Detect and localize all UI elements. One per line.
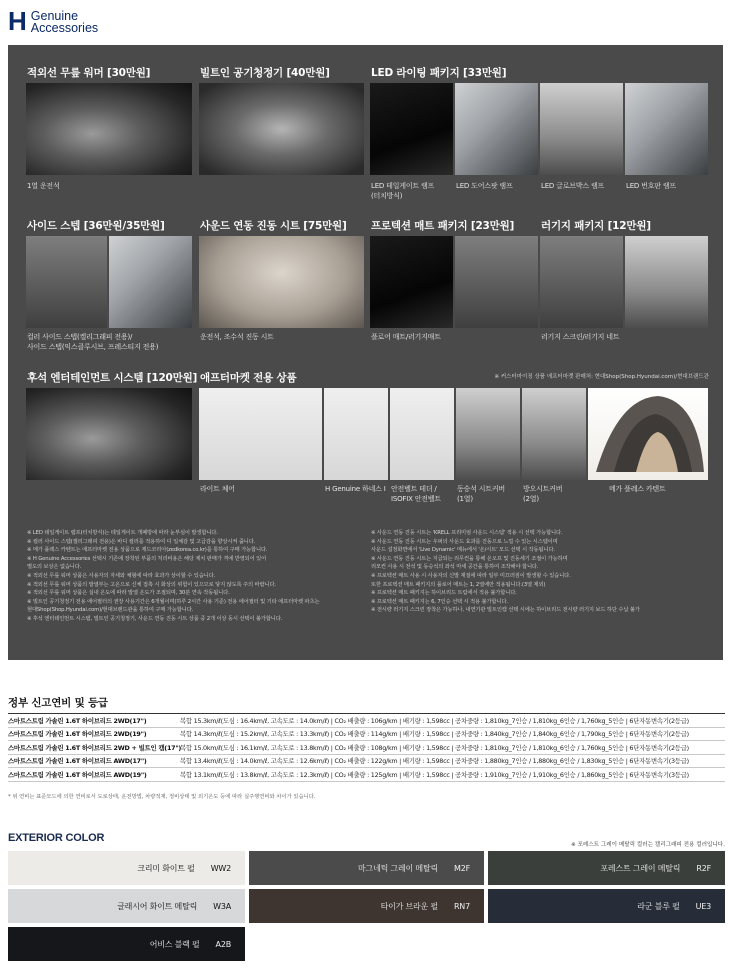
color-name: 마그네틱 그레이 메탈릭	[358, 863, 438, 873]
accessories-panel	[8, 45, 723, 660]
tent-illustration	[588, 388, 708, 480]
color-name: 어비스 블랙 펄	[149, 939, 200, 949]
note-left-line: ※ 컬러 사이드 스텝(켈리그래피 전용)은 바디 컬러를 적용하여 디 일체감 및 고급감을 향상시켜 줍니다.	[27, 538, 256, 545]
note-right-line: ※ 전시량 러기지 스크린 장착은 가능하나, 내연기관 빌트인캠 선택 시에는 하이브리드 전시량 러기지 보드 하단 수납 불가	[371, 607, 640, 614]
caption-wiper: 1열 운전석	[27, 182, 60, 190]
section-title-sidestep: 사이드 스텝 [36만원/35만원]	[27, 220, 165, 232]
caption-luggage: 러기지 스크린/러기지 네트	[541, 333, 620, 341]
note-right-line: ※ 프로텍션 매트 패키지는 6, 7인승 선택 시 적용 불가합니다.	[371, 598, 508, 605]
note-right-line: ※ 사운드 연동 진동 시트는 우퍼의 사운드 효과를 진동으로 느낄 수 있는 시스템이며	[371, 538, 558, 545]
section-title-seat: 사운드 연동 진동 시트 [75만원]	[200, 220, 347, 232]
note-right-line: ※ 사운드 연동 진동 시트는 'KRELL 프리미엄 사운드 시스템' 적용 시 선택 가능합니다.	[371, 530, 563, 536]
specs-table	[8, 713, 725, 782]
photo-led-license	[625, 83, 708, 175]
notes-right	[371, 529, 640, 615]
spec-row	[8, 714, 725, 728]
spec-description: 복합 14.3km/ℓ(도심 : 15.2km/ℓ, 고속도로 : 13.3km/ℓ) | CO₂ 배출량 : 114g/km | 배기량 : 1,598cc | 공차중량 : 1,840kg_7인승 / 1,840kg_6인승 / 1,790kg_5인승 | 6단자동변속기(2등급)	[180, 730, 689, 739]
photo-knee-warmer	[26, 83, 192, 175]
note-left-line: 별도의 보상은 없습니다.	[27, 564, 82, 571]
color-name: 글래시어 화이트 메탈릭	[117, 901, 198, 911]
spec-row	[8, 741, 725, 755]
photo-luggage-screen	[540, 236, 623, 328]
caption-after-3: 안전벨트 테더 / ISOFIX 안전벨트	[391, 485, 441, 503]
photo-luggage-mat	[455, 236, 538, 328]
note-right-line: 또한 프로텍션 매트 패키지의 플로어 매트는 1, 2열에만 적용됩니다.(3열 제외)	[371, 581, 546, 588]
photo-air-purifier	[199, 83, 364, 175]
color-name: 라군 블루 펄	[637, 901, 680, 911]
section-title-rear: 후석 엔터테인먼트 시스템 [120만원]	[27, 372, 198, 384]
brand-logo-letter: H	[8, 6, 27, 36]
spec-description: 복합 15.3km/ℓ(도심 : 16.4km/ℓ, 고속도로 : 14.0km/ℓ) | CO₂ 배출량 : 106g/km | 배기량 : 1,598cc | 공차중량 : 1,810kg_7인승 / 1,810kg_6인승 / 1,760kg_5인승 | 6단자동변속기(2등급)	[180, 716, 689, 725]
caption-led-4: LED 번호판 램프	[626, 182, 676, 190]
photo-floor-mat	[370, 236, 453, 328]
section-title-purifier: 빌트인 공기청정기 [40만원]	[200, 67, 330, 79]
note-left-line: ※ 메가 플레스 카텐트는 애프터마켓 전용 상품으로 제드코리아(zedkorea.co.kr)를 통하여 구매 가능합니다.	[27, 547, 268, 554]
brand-line-1: Genuine	[30, 9, 79, 23]
aftermarket-note: ※ 커스터마이징 상품 애프터마켓 판매처: 현대Shop(Shop.Hyundai.com)/현대브랜드관	[494, 374, 709, 380]
photo-seat-cover-1	[456, 388, 520, 480]
section-title-mat: 프로텍션 매트 패키지 [23만원]	[371, 220, 515, 232]
note-left-line: ※ LED 테일게이트 램프(터치방식)는 테일게이트 개폐방에 따라 눈부심이 발생합니다.	[27, 530, 218, 536]
photo-led-door-spot	[455, 83, 538, 175]
caption-after-6: 메가 플레스 카텐트	[609, 485, 666, 493]
photo-luggage-net	[625, 236, 708, 328]
caption-seat: 운전석, 조수석 진동 시트	[200, 333, 274, 341]
caption-led-3: LED 글로브박스 램프	[541, 182, 605, 190]
note-left-line: ※ 적외선 무릎 워머 상품은 실내 온도에 따라 발열 온도가 조절되며, 30분 연속 작동됩니다.	[27, 590, 230, 597]
color-code: WW2	[210, 863, 231, 873]
spec-description: 복합 15.0km/ℓ(도심 : 16.1km/ℓ, 고속도로 : 13.8km/ℓ) | CO₂ 배출량 : 108g/km | 배기량 : 1,598cc | 공차중량 : 1,810kg_7인승 / 1,810kg_6인승 / 1,760kg_5인승 | 6단자동변속기(2등급)	[180, 743, 689, 752]
color-swatch	[8, 927, 245, 961]
exterior-title: EXTERIOR COLOR	[8, 832, 105, 844]
photo-sidestep-2	[109, 236, 192, 328]
photo-seat-cover-2	[522, 388, 586, 480]
color-swatch	[488, 851, 725, 885]
note-right-line: ※ 프로텍션 매트 사용 시 사용자의 신발 재질에 따라 일부 미끄러짐이 발생할 수 있습니다.	[371, 572, 571, 579]
photo-led-glovebox	[540, 83, 623, 175]
spec-model-name: 스마트스트림 가솔린 1.6T 하이브리드 AWD(19")	[8, 770, 147, 779]
spec-row	[8, 755, 725, 769]
color-name: 크리미 화이트 펄	[137, 863, 195, 873]
note-right-line: ※ 프로텍션 매트 패키지는 하이브리드 트림에서 적용 불가합니다.	[371, 590, 517, 597]
specs-title: 정부 신고연비 및 등급	[8, 697, 108, 709]
note-left-line: ※ H Genuine Accessories 선택시 기존에 장착된 부품의 처리비용은 해당 제치 판매가 격에 반영되어 있어	[27, 555, 267, 562]
color-code: A2B	[215, 939, 231, 949]
note-right-line: 리모컨 사용 시 전석 및 동승석의 좌석 마세 공간을 통하여 조작해야 합니다.	[371, 564, 539, 571]
section-title-after: 애프터마켓 전용 상품	[200, 372, 297, 384]
color-code: R2F	[696, 863, 711, 873]
spec-model-name: 스마트스트림 가솔린 1.6T 하이브리드 2WD(19")	[8, 730, 147, 739]
photo-led-tailgate	[370, 83, 453, 175]
color-swatch	[249, 889, 484, 923]
color-code: M2F	[454, 863, 470, 873]
photo-harness	[324, 388, 388, 480]
notes-left	[27, 529, 319, 624]
note-left-line: ※ 빌트인 공기청정기 전용 에어필터의 권장 사용기간은 6개월이며(하루 2시간 사용 기준) 전용 에어필터 및 기타 애프터마켓 파츠는	[27, 598, 320, 605]
spec-model-name: 스마트스트림 가솔린 1.6T 하이브리드 AWD(17")	[8, 757, 147, 766]
caption-after-4: 동승석 시트커버 (1열)	[457, 485, 505, 503]
caption-led-2: LED 도어스팟 램프	[456, 182, 513, 190]
color-name: 타이가 브라운 펄	[380, 901, 438, 911]
spec-description: 복합 13.4km/ℓ(도심 : 14.0km/ℓ, 고속도로 : 12.6km/ℓ) | CO₂ 배출량 : 122g/km | 배기량 : 1,598cc | 공차중량 : 1,880kg_7인승 / 1,880kg_6인승 / 1,830kg_5인승 | 6단자동변속기(3등급)	[180, 757, 689, 766]
section-title-led: LED 라이팅 패키지 [33만원]	[371, 67, 507, 79]
brand-line-2: Accessories	[30, 21, 99, 35]
color-code: UE3	[695, 901, 711, 911]
color-swatch	[8, 889, 245, 923]
photo-vibration-seat	[199, 236, 364, 328]
note-right-line: 사운드 설정화면에서 'Live Dynamic' 메뉴에서 '온/시트' 모드 선택 시 작동됩니다.	[371, 547, 555, 554]
spec-description: 복합 13.1km/ℓ(도심 : 13.8km/ℓ, 고속도로 : 12.3km/ℓ) | CO₂ 배출량 : 125g/km | 배기량 : 1,598cc | 공차중량 : 1,910kg_7인승 / 1,910kg_6인승 / 1,860kg_5인승 | 6단자동변속기(3등급)	[180, 770, 689, 779]
spec-row	[8, 768, 725, 782]
color-swatch	[8, 851, 245, 885]
caption-sidestep: 컬러 사이드 스텝(켈리그래피 전용)/ 사이드 스텝(익스클루시브, 프레스티지 전용)	[27, 333, 159, 351]
spec-row	[8, 728, 725, 742]
exterior-note: ※ 포레스트 그레이 메탈릭 컬러는 캘리그래피 전용 컬러입니다.	[570, 842, 725, 848]
note-left-line: ※ 적외선 무릎 워머 상품은 사용자의 자세와 체형에 따라 효과가 상이할 수 있습니다.	[27, 572, 216, 579]
photo-sidestep-1	[26, 236, 107, 328]
color-code: RN7	[453, 901, 470, 911]
color-swatch	[249, 851, 484, 885]
caption-after-1: 라이트 체어	[200, 485, 235, 493]
caption-after-2: H Genuine 하네스 I	[325, 485, 386, 493]
caption-led-1: LED 테일게이트 램프 (터치방식)	[371, 182, 435, 200]
section-title-wiper: 적외선 무릎 워머 [30만원]	[27, 67, 151, 79]
caption-mat: 플로어 매트/러기지매트	[371, 333, 441, 341]
photo-seatbelt-tether	[390, 388, 454, 480]
color-code: W3A	[213, 901, 231, 911]
spec-model-name: 스마트스트림 가솔린 1.6T 하이브리드 2WD + 빌트인 캠(17")	[8, 743, 182, 752]
note-left-line: 현대Shop(Shop.Hyundai.com)/현대브랜드관을 통하여 구매 가능합니다.	[27, 607, 194, 614]
photo-light-chair	[199, 388, 322, 480]
section-title-luggage: 러기지 패키지 [12만원]	[541, 220, 651, 232]
note-right-line: ※ 사운드 연동 진동 시트는 지급되는 리무컨을 통해 온오프 및 진동세기 조절이 가능하며	[371, 555, 568, 562]
spec-model-name: 스마트스트림 가솔린 1.6T 하이브리드 2WD(17")	[8, 716, 147, 725]
caption-after-5: 방오시트커버 (2열)	[523, 485, 563, 503]
brand-logo	[8, 8, 98, 36]
brand-logo-text	[31, 8, 98, 34]
note-left-line: ※ 후석 엔터테인먼트 시스템, 빌트인 공기청정기, 사운드 연동 진동 시트 상품 중 2개 이상 동시 선택이 불가합니다.	[27, 615, 283, 622]
specs-footnote: * 위 연비는 표준모드에 의한 연비로서 도로상태, 운전방법, 차량적재, 정비상태 및 외기온도 등에 따라 실주행연비와 차이가 있습니다.	[8, 794, 316, 800]
photo-rear-entertainment	[26, 388, 192, 480]
color-swatch	[488, 889, 725, 923]
note-left-line: ※ 적외선 무릎 워머 상품의 발열부는 고온으로 신체 접촉 시 화상의 위험이 있으므로 닿지 않도록 주의 바랍니다.	[27, 581, 276, 588]
photo-car-tent	[588, 388, 708, 480]
color-name: 포레스트 그레이 메탈릭	[600, 863, 681, 873]
